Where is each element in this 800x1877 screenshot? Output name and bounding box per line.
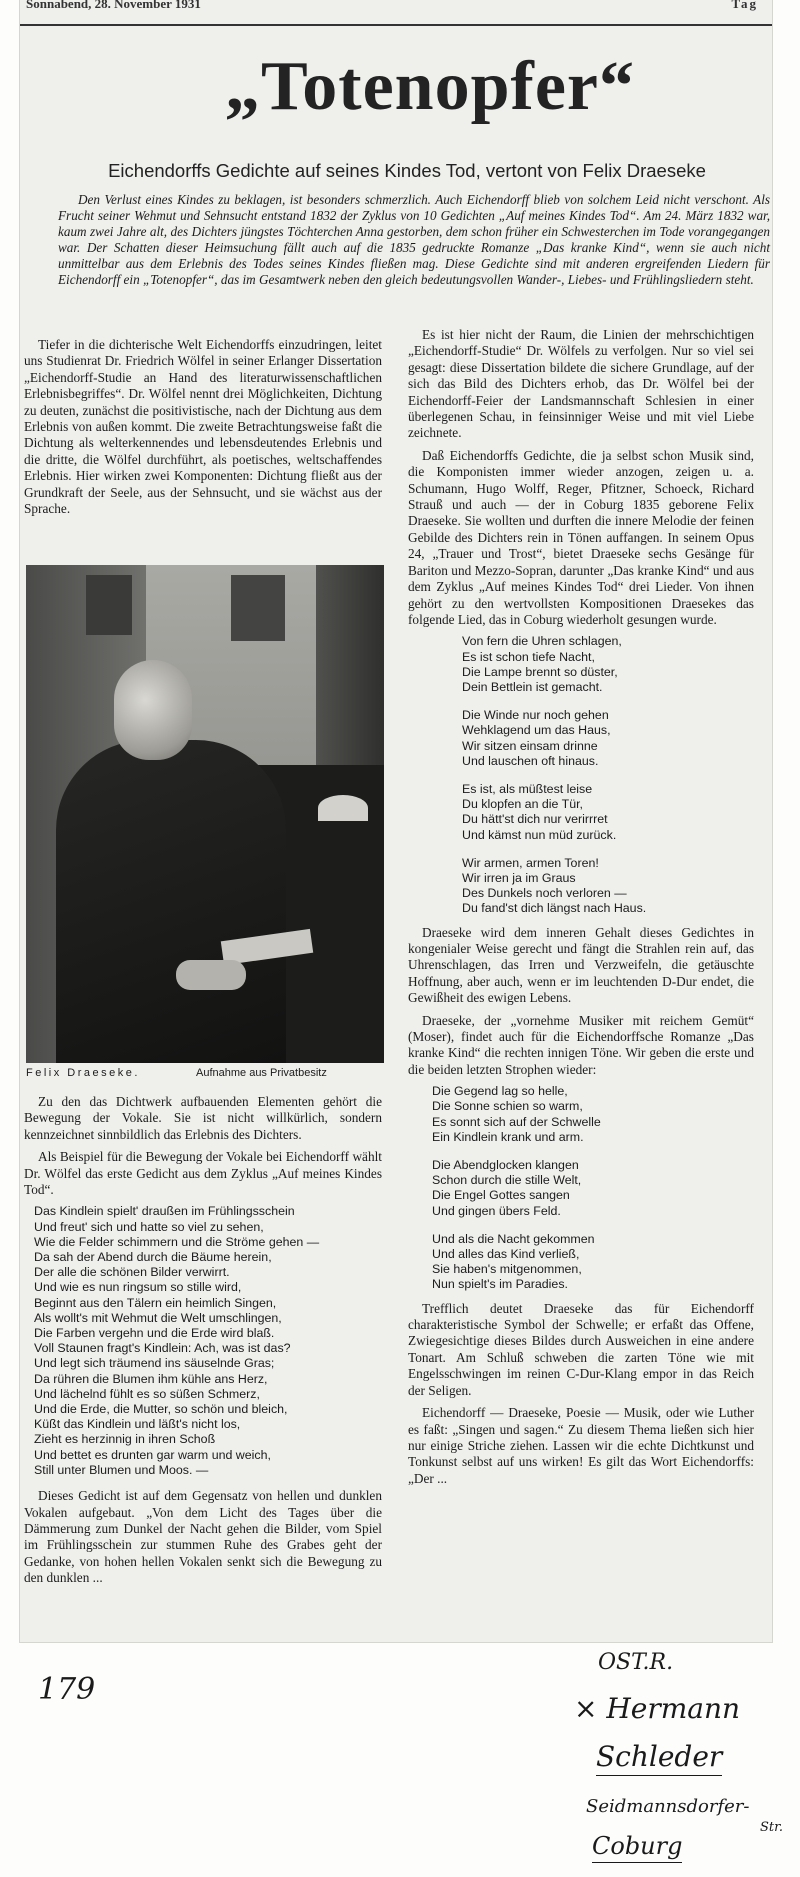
header-rule	[20, 24, 772, 26]
poem-line: Sie haben's mitgenommen,	[432, 1262, 582, 1277]
handwritten-line-6: Coburg	[592, 1832, 682, 1863]
poem-line: Da sah der Abend durch die Bäume herein,	[34, 1250, 272, 1265]
stanza	[462, 634, 754, 695]
poem-line: Wir irren ja im Graus	[462, 870, 576, 885]
poem-uhren	[462, 634, 754, 916]
poem-kranke-kind	[432, 1084, 754, 1292]
handwritten-line-1: OST.R.	[598, 1650, 674, 1675]
poem-line: Voll Staunen fragt's Kindlein: Ach, was ist das?	[34, 1341, 291, 1356]
poem-line: Der alle die schönen Bilder verwirrt.	[34, 1265, 230, 1280]
poem-line: Ein Kindlein krank und arm.	[432, 1129, 584, 1144]
poem-line: Wir sitzen einsam drinne	[462, 738, 598, 753]
poem-line: Du klopfen an die Tür,	[462, 797, 584, 812]
poem-line: Nun spielt's im Paradies.	[432, 1277, 568, 1292]
left-paragraph-2: Zu den das Dichtwerk aufbauenden Elementen gehört die Bewegung der Vokale. Sie ist nicht willkürlich, sondern kennzeichnet sinnbildlich das Erlebnis des Dichters.	[24, 1094, 382, 1142]
poem-line: Schon durch die stille Welt,	[432, 1173, 582, 1188]
handwritten-line-5: Str.	[760, 1820, 784, 1835]
poem-line: Die Farben vergehn und die Erde wird blaß.	[34, 1326, 275, 1341]
poem-line: Die Winde nur noch gehen	[462, 708, 609, 723]
poem-line: Küßt das Kindlein und läßt's nicht los,	[34, 1417, 241, 1432]
stanza	[432, 1232, 754, 1293]
poem-line: Von fern die Uhren schlagen,	[462, 634, 622, 649]
poem-line: Du hätt'st dich nur verirrret	[462, 812, 608, 827]
poem-line: Es ist, als müßtest leise	[462, 781, 593, 796]
handwritten-page-number: 179	[38, 1672, 96, 1707]
poem-line: Zieht es herzinnig in ihren Schoß	[34, 1432, 216, 1447]
poem-line: Und alles das Kind verließ,	[432, 1247, 580, 1262]
left-paragraph-1: Tiefer in die dichterische Welt Eichendorffs einzudringen, leitet uns Studienrat Dr. Friedrich Wölfel in seiner Erlanger Dissertation „Eichendorff-Studie an Hand des literaturwissenschaftlichen Erlebnisbegriffes“. Dr. Wölfel nennt drei Möglichkeiten, Dichtung zu deuten, zunächst die positivistische, nach der Dichtung aus dem Erlebnis von außen kommt. Die zweite Betrachtungsweise faßt die Dichtung als welterkennendes und lebensdeutendes Erlebnis und die dritte, die Wölfel durchführt, als poetisches, weltschaffendes Erlebnis. Hier wirken zwei Komponenten: Dichtung fließt aus der Grundkraft der Seele, aus der Sehnsucht, und sie wächst aus der Sprache.	[24, 337, 382, 517]
article-subtitle: Eichendorffs Gedichte auf seines Kindes Tod, vertont von Felix Draeseke	[108, 160, 706, 181]
left-column-top	[24, 337, 382, 523]
stanza	[432, 1158, 754, 1219]
poem-line: Die Gegend lag so helle,	[432, 1084, 568, 1099]
poem-line: Des Dunkels noch verloren —	[462, 886, 627, 901]
handwritten-line-3: Schleder	[596, 1740, 722, 1776]
poem-line: Und bettet es drunten gar warm und weich,	[34, 1447, 271, 1462]
right-paragraph-2: Daß Eichendorffs Gedichte, die ja selbst schon Musik sind, die Komponisten immer wieder anzogen, zeigen u. a. Schumann, Hugo Wolff, Reger, Pfitzner, Schoeck, Richard Strauß und auch — der in Coburg 1835 geborene Felix Draeseke. Sie wollten und durften die innere Melodie der feinen Gebilde des Dichters rein in Tönen auffangen. In seinem Opus 24, „Trauer und Trost“, bietet Draeseke sechs Gesänge für Bariton und Mezzo-Sopran, darunter „Das kranke Kind“ und aus dem Zyklus „Auf meines Kindes Tod“ drei Lieder. Von ihnen gehört zu den wertvollsten Kompositionen Draesekes das folgende Lied, das in Coburg wiederholt gesungen wurde.	[408, 447, 754, 627]
handwritten-line-4: Seidmannsdorfer-	[586, 1796, 750, 1817]
caption-credit: Aufnahme aus Privatbesitz	[196, 1067, 327, 1079]
poem-kindlein	[34, 1204, 382, 1478]
poem-line: Und lauschen oft hinaus.	[462, 753, 599, 768]
intro-paragraph	[58, 192, 770, 288]
stanza	[462, 856, 754, 917]
poem-line: Die Engel Gottes sangen	[432, 1188, 570, 1203]
poem-line: Still unter Blumen und Moos. —	[34, 1462, 209, 1477]
poem-line: Die Abendglocken klangen	[432, 1158, 579, 1173]
portrait-photo	[26, 565, 384, 1063]
newspaper-clipping	[20, 0, 772, 1642]
poem-line: Es sonnt sich auf der Schwelle	[432, 1114, 601, 1129]
right-paragraph-3: Draeseke wird dem inneren Gehalt dieses Gedichtes in kongenialer Weise gerecht und fängt die Strahlen rein auf, das Uhrenschlagen, das Irren und Verzweifeln, die getäuschte Hoffnung, aber auch, wenn er im leuchtenden D-Dur endet, die Gewißheit des ewigen Lebens.	[408, 924, 754, 1006]
stanza	[462, 708, 754, 769]
poem-line: Beginnt aus den Tälern ein heimlich Singen,	[34, 1295, 277, 1310]
left-paragraph-3: Als Beispiel für die Bewegung der Vokale bei Eichendorff wählt Dr. Wölfel das erste Gedicht aus dem Zyklus „Auf meines Kindes Tod“.	[24, 1149, 382, 1198]
poem-line: Wir armen, armen Toren!	[462, 855, 599, 870]
poem-line: Und wie es nun ringsum so stille wird,	[34, 1280, 242, 1295]
article-title: „Totenopfer“	[225, 48, 635, 125]
left-paragraph-4: Dieses Gedicht ist auf dem Gegensatz von hellen und dunklen Vokalen aufgebaut. „Von dem Licht des Tages über die Dämmerung zum Dunkel der Nacht gehen die Bilder, vom Spiel im Frühlingsschein zur stummen Ruhe des Grabes geht der Gedanke, von hohen hellen Vokalen senkt sich die Bewegung zu den dunklen ...	[24, 1488, 382, 1586]
poem-line: Es ist schon tiefe Nacht,	[462, 649, 595, 664]
right-paragraph-6: Eichendorff — Draeseke, Poesie — Musik, oder wie Luther es faßt: „Singen und sagen.“ Zu diesem Thema ließen sich hier nur einige Striche ziehen. Lassen wir die echte Dichtkunst und Tonkunst selbst auf uns wirken! Es gilt das Wort Eichendorffs: „Der ...	[408, 1405, 754, 1486]
stanza	[462, 782, 754, 843]
poem-line: Du fand'st dich längst nach Haus.	[462, 901, 647, 916]
right-paragraph-4: Draeseke, der „vornehme Musiker mit reichem Gemüt“ (Moser), findet auch für die Eichendorffsche Romanze „Das kranke Kind“ die rechten innigen Töne. Wir geben die erste und die beiden letzten Strophen wieder:	[408, 1012, 754, 1077]
poem-line: Wehklagend um das Haus,	[462, 723, 611, 738]
stanza	[432, 1084, 754, 1145]
right-paragraph-5: Trefflich deutet Draeseke das für Eichendorff charakteristische Symbol der Schwelle; er erfaßt das Offene, Zwiegesichtige dieses Bildes durch Ausweichen in eine andere Tonart. Am Schluß schweben die zarten Töne wie mit Engelsschwingen im reinen C-Dur-Klang empor in das Reich der Seligen.	[408, 1300, 754, 1398]
dateline-date: Sonnabend, 28. November 1931	[26, 0, 201, 11]
dateline-paper: Tag	[731, 0, 758, 11]
poem-line: Als wollt's mit Wehmut die Welt umschlingen,	[34, 1310, 282, 1325]
right-column	[408, 327, 754, 1493]
dateline	[24, 0, 768, 20]
poem-line: Und freut' sich und hatte so viel zu sehen,	[34, 1219, 264, 1234]
left-column-bottom	[24, 1094, 382, 1593]
poem-line: Das Kindlein spielt' draußen im Frühlingsschein	[34, 1204, 295, 1219]
caption-name: Felix Draeseke.	[26, 1067, 140, 1079]
poem-line: Da rühren die Blumen ihm kühle ans Herz,	[34, 1371, 268, 1386]
handwritten-line-2: × Hermann	[574, 1692, 741, 1725]
poem-line: Und als die Nacht gekommen	[432, 1231, 595, 1246]
poem-line: Und gingen übers Feld.	[432, 1203, 561, 1218]
right-paragraph-1: Es ist hier nicht der Raum, die Linien der mehrschichtigen „Eichendorff-Studie“ Dr. Wölfels zu verfolgen. Nur so viel sei gesagt: diese Dissertation bildete die sichere Grundlage, auf der sich das Bild des Dichters erhob, das Dr. Wölfel bei der Eichendorff-Feier der Landsmannschaft Schlesien in einer überlegenen Schau, in feinsinniger Weise und mit viel Liebe zeichnete.	[408, 327, 754, 441]
poem-line: Und legt sich träumend ins säuselnde Gras;	[34, 1356, 275, 1371]
poem-line: Und lächelnd fühlt es so süßen Schmerz,	[34, 1386, 260, 1401]
poem-line: Und die Erde, die Mutter, so schön und bleich,	[34, 1402, 288, 1417]
poem-line: Dein Bettlein ist gemacht.	[462, 679, 603, 694]
poem-line: Die Lampe brennt so düster,	[462, 664, 618, 679]
poem-line: Und kämst nun müd zurück.	[462, 827, 617, 842]
poem-line: Wie die Felder schimmern und die Ströme gehen —	[34, 1234, 320, 1249]
poem-line: Die Sonne schien so warm,	[432, 1099, 583, 1114]
intro-text: Den Verlust eines Kindes zu beklagen, ist besonders schmerzlich. Auch Eichendorff blieb von solchem Leid nicht verschont. Als Frucht seiner Wehmut und Sehnsucht entstand 1832 der Zyklus von 10 Gedichten „Auf meines Kindes Tod“. Am 24. März 1832 war, kaum zwei Jahre alt, des Dichters jüngstes Töchterchen Anna gestorben, dem schon früher ein Schwesterchen im Tode vorangegangen war. Der Schatten dieser Heimsuchung fällt auch auf die 1835 gedruckte Romanze „Das kranke Kind“, wenn sie auch nicht unmittelbar aus dem Erlebnis des Todes seines Kindes fließen mag. Diese Gedichte sind mit anderen ergreifenden Liedern für Eichendorff ein „Totenopfer“, das im Gesamtwerk neben den gleich bedeutungsvollen Wander-, Liebes- und Frühlingsliedern steht.	[58, 192, 770, 287]
